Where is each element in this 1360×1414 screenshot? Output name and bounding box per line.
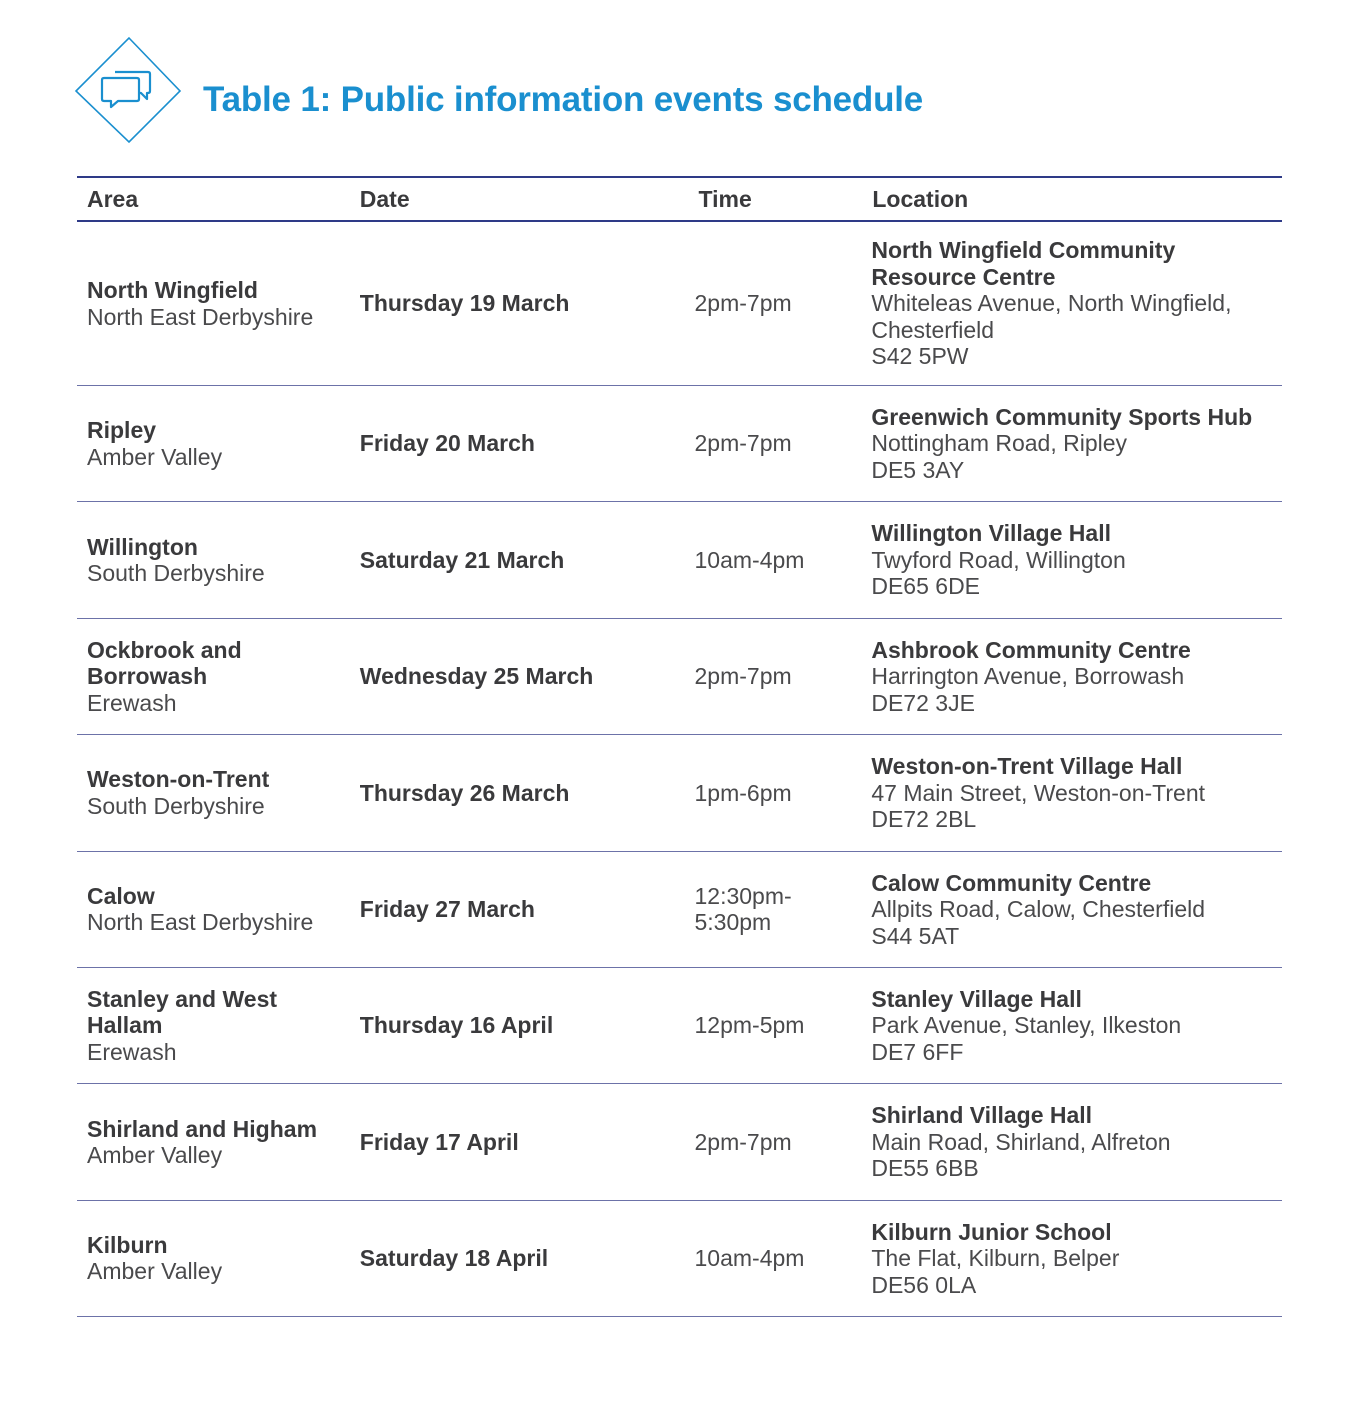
district-name: South Derbyshire [87, 560, 265, 587]
area-cell [77, 1232, 350, 1285]
district-name: South Derbyshire [87, 792, 265, 819]
event-time: 2pm-7pm [694, 430, 792, 457]
location-cell [862, 1219, 1282, 1299]
table-row [77, 1201, 1282, 1317]
time-cell [687, 663, 863, 690]
location-cell [862, 870, 1282, 950]
area-name: North Wingfield [87, 277, 258, 303]
area-name: Weston-on-Trent [87, 766, 270, 793]
venue-address-line: Main Road, Shirland, Alfreton [871, 1128, 1171, 1155]
date-cell [350, 1245, 687, 1272]
area-cell [77, 637, 350, 717]
venue-name: Kilburn Junior School [871, 1218, 1112, 1245]
table-row [77, 735, 1282, 851]
time-cell [687, 883, 863, 936]
time-cell [687, 1245, 863, 1272]
event-date: Saturday 18 April [359, 1245, 549, 1272]
event-date: Thursday 16 April [359, 1012, 554, 1039]
time-cell [687, 1012, 863, 1039]
date-cell [350, 663, 687, 690]
event-time: 1pm-6pm [694, 779, 792, 806]
time-cell [687, 1129, 863, 1156]
table-row [77, 222, 1282, 386]
venue-address-line: Nottingham Road, Ripley [871, 430, 1128, 457]
area-name: Stanley and West [87, 985, 278, 1012]
area-name: Borrowash [87, 663, 208, 690]
area-cell [77, 417, 350, 470]
location-cell [862, 1102, 1282, 1182]
table-row [77, 852, 1282, 968]
venue-name: Ashbrook Community Centre [871, 636, 1191, 663]
location-cell [862, 237, 1282, 370]
time-cell [687, 547, 863, 574]
event-time: 2pm-7pm [694, 1128, 792, 1155]
event-time: 12pm-5pm [694, 1012, 805, 1039]
area-name: Hallam [87, 1012, 163, 1039]
location-cell [862, 520, 1282, 600]
date-cell [350, 430, 687, 457]
venue-address-line: Allpits Road, Calow, Chesterfield [871, 896, 1206, 922]
area-name: Kilburn [87, 1231, 168, 1258]
event-time: 5:30pm [694, 909, 772, 936]
page-header [74, 36, 1074, 146]
location-cell [862, 986, 1282, 1066]
event-date: Thursday 19 March [359, 290, 570, 317]
district-name: Erewash [87, 1038, 177, 1065]
speech-bubbles-icon [74, 36, 184, 146]
venue-address-line: DE65 6DE [871, 573, 981, 600]
venue-address-line: The Flat, Kilburn, Belper [871, 1245, 1120, 1272]
event-date: Wednesday 25 March [359, 663, 594, 690]
venue-address-line: Whiteleas Avenue, North Wingfield, [871, 290, 1232, 317]
area-cell [77, 986, 350, 1066]
page-title: Table 1: Public information events schedule [203, 80, 924, 119]
district-name: Amber Valley [87, 443, 223, 470]
location-cell [862, 753, 1282, 833]
area-cell [77, 883, 350, 936]
time-cell [687, 290, 863, 317]
table-row [77, 968, 1282, 1084]
venue-address-line: Chesterfield [871, 316, 995, 343]
events-table [77, 176, 1282, 1317]
area-cell [77, 534, 350, 587]
event-time: 2pm-7pm [694, 663, 792, 690]
table-header-row [77, 176, 1282, 222]
venue-name: Willington Village Hall [871, 520, 1111, 547]
date-cell [350, 896, 687, 923]
district-name: North East Derbyshire [87, 909, 314, 936]
date-cell [350, 1129, 687, 1156]
district-name: Amber Valley [87, 1258, 223, 1285]
venue-address-line: DE72 3JE [871, 689, 975, 716]
location-cell [862, 404, 1282, 484]
event-time: 2pm-7pm [694, 290, 792, 317]
table-row [77, 1084, 1282, 1200]
venue-address-line: Harrington Avenue, Borrowash [871, 663, 1185, 690]
date-cell [350, 780, 687, 807]
venue-name: Stanley Village Hall [871, 985, 1082, 1012]
area-cell [77, 766, 350, 819]
venue-address-line: DE72 2BL [871, 806, 977, 833]
table-row [77, 502, 1282, 618]
area-cell [77, 277, 350, 330]
venue-name: Calow Community Centre [871, 869, 1152, 896]
table-row [77, 619, 1282, 735]
event-date: Friday 27 March [359, 896, 535, 922]
area-name: Ockbrook and [87, 636, 242, 663]
table-row [77, 386, 1282, 502]
event-date: Saturday 21 March [359, 546, 565, 573]
header-time: Time [698, 185, 752, 212]
venue-address-line: S44 5AT [871, 922, 960, 949]
venue-address-line: Twyford Road, Willington [871, 546, 1126, 573]
area-name: Ripley [87, 417, 157, 444]
venue-address-line: DE56 0LA [871, 1271, 977, 1298]
district-name: Erewash [87, 689, 177, 716]
event-time: 10am-4pm [694, 546, 805, 573]
header-area: Area [87, 185, 139, 212]
area-name: Calow [87, 882, 155, 909]
table-body [77, 222, 1282, 1317]
venue-name: Shirland Village Hall [871, 1102, 1093, 1129]
venue-name: Weston-on-Trent Village Hall [871, 753, 1183, 780]
date-cell [350, 547, 687, 574]
time-cell [687, 780, 863, 807]
venue-address-line: DE55 6BB [871, 1155, 979, 1182]
header-date: Date [359, 185, 410, 212]
area-cell [77, 1116, 350, 1169]
venue-address-line: 47 Main Street, Weston-on-Trent [871, 779, 1206, 806]
area-name: Willington [87, 533, 198, 560]
header-location: Location [872, 185, 969, 212]
venue-address-line: DE7 6FF [871, 1038, 964, 1065]
venue-address-line: S42 5PW [871, 343, 969, 370]
venue-name: North Wingfield Community [871, 237, 1176, 264]
event-date: Friday 20 March [359, 430, 535, 457]
location-cell [862, 637, 1282, 717]
venue-address-line: Park Avenue, Stanley, Ilkeston [871, 1012, 1182, 1039]
event-date: Friday 17 April [359, 1128, 519, 1155]
district-name: North East Derbyshire [87, 303, 314, 330]
district-name: Amber Valley [87, 1142, 223, 1169]
date-cell [350, 1012, 687, 1039]
venue-name: Resource Centre [871, 263, 1056, 290]
venue-address-line: DE5 3AY [871, 456, 965, 483]
venue-name: Greenwich Community Sports Hub [871, 403, 1253, 430]
area-name: Shirland and Higham [87, 1115, 318, 1142]
event-date: Thursday 26 March [359, 779, 570, 806]
event-time: 10am-4pm [694, 1245, 805, 1272]
event-time: 12:30pm- [694, 882, 792, 909]
time-cell [687, 430, 863, 457]
date-cell [350, 290, 687, 317]
